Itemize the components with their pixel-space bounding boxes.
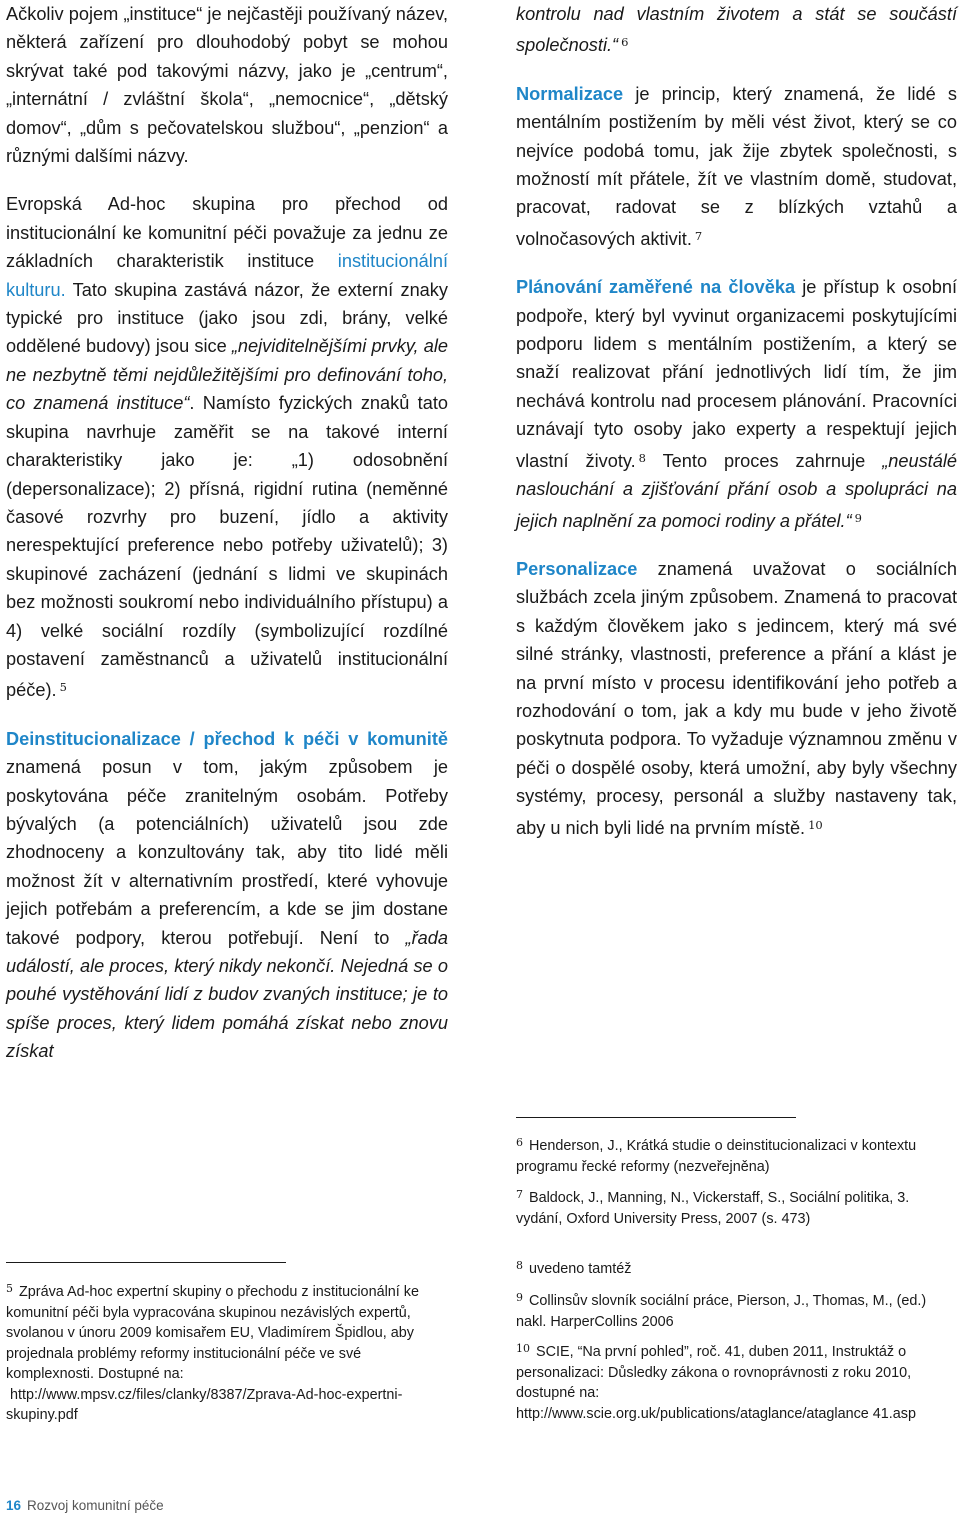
- term-person-centred-planning: Plánování zaměřené na: [516, 277, 722, 298]
- quote: kontrolu nad vlastním životem a stát se součástí společnosti.“: [516, 4, 957, 56]
- footnote-number: 6: [516, 1136, 523, 1149]
- text: Evropská Ad-hoc skupina pro přechod od institucionální ke komunitní péči považuje za jednu ze základních charakteristik instituce: [6, 194, 448, 272]
- footnote-number: 8: [516, 1259, 523, 1272]
- term-deinstitutionalization: Deinstitucionalizace / přechod k péči v komunitě: [6, 728, 448, 749]
- footnote-ref-6: 6: [621, 35, 629, 50]
- quote: „řada událostí, ale proces, který nikdy nekončí. Nejedná se o pouhé vystěhování lidí z budov zvaných instituce; je to spíše proces, který lidem pomáhá získat nebo znovu získat: [6, 927, 448, 1062]
- footnote-6: [516, 1133, 936, 1177]
- footnote-ref-7: 7: [694, 228, 703, 243]
- quote: „nejviditelnějšími prvky, ale ne nezbytně těmi nejdůležitějšími pro definování toho, co znamená instituce“: [6, 336, 449, 414]
- text: je přístup k osobní podpoře, který byl vyvinut organizacemi poskytujícími podporu lidem s mentálním postižením, a který se snaží realizovat přání jednotlivých lidí tím, že jim nechává kontrolu nad procesem plánování. Pracovníci uznávají tyto osoby jako experty a respektují jejich vlastní životy.: [516, 277, 957, 471]
- footnote-url[interactable]: http://www.mpsv.cz/files/clanky/8387/Zprava-Ad-hoc-expertni-skupiny.pdf: [6, 1386, 403, 1423]
- left-column: [6, 0, 448, 1066]
- footnote-10: [516, 1339, 936, 1424]
- term-normalization: Normalizace: [516, 83, 624, 104]
- term-institutional-culture: institucionální kulturu.: [6, 251, 448, 300]
- text: Tato skupina zastává názor, že externí znaky typické pro instituce (jako jsou zdi, brány, velké oddělené budovy) jsou sice: [6, 279, 448, 357]
- term-person-centred-planning-b: člověka: [728, 277, 796, 298]
- footnote-7: [516, 1185, 936, 1229]
- footnote-number: 7: [516, 1188, 523, 1201]
- footnote-number: 10: [516, 1342, 530, 1355]
- paragraph-personalization: [516, 555, 957, 842]
- paragraph-institutional-culture: [6, 190, 448, 704]
- quote: „neustálé naslouchání a zjišťování přání osob a spolupráci na jejich naplnění za pomoci rodiny a přátel.“: [516, 450, 958, 531]
- footnote-ref-9: 9: [854, 510, 862, 525]
- paragraph-deinstitutionalization: [6, 725, 448, 1066]
- footnote-text: Zpráva Ad-hoc expertní skupiny o přechodu z institucionální ke komunitní péči byla vypracována skupinou nezávislých expertů, svolanou v únoru 2009 komisařem EU, Vladimírem Špidlou, aby projednala problémy reformy institucionální péče ve své komplexnosti. Dostupné na:: [6, 1284, 419, 1382]
- text: . Namísto fyzických znaků tato skupina navrhuje zaměřit se na takové interní charakteristiky jako je: „1) odosobnění (depersonalizace); 2) přísná, rigidní rutina (neměnné časové rozvrhy pro buzení, jídlo a aktivity nerespektující preference nebo potřeby uživatelů); 3) skupinové zacházení (jednání s lidmi ve skupinách bez možnosti soukromí nebo individuálního přístupu) a 4) velké sociální rozdíly (symbolizující rozdílné postavení zaměstnanců a uživatelů institucionální péče).: [6, 393, 448, 701]
- footnote-ref-5: 5: [59, 680, 67, 695]
- footnote-number: 9: [516, 1291, 523, 1304]
- text: je princip, který znamená, že lidé s mentálním postižením by měli vést život, který se co nejvíce podobá tomu, jak žije zbytek společnosti, s možností mít přátele, žít ve vlastním domě, studovat, pracovat, radovat se z blízkých vztahů a volnočasových aktivit.: [516, 83, 957, 249]
- paragraph-quote-continuation: [516, 0, 957, 60]
- footnote-8: [516, 1256, 936, 1280]
- term-personalization: Personalizace: [516, 558, 638, 579]
- footnote-ref-8: 8: [638, 450, 646, 465]
- footnote-text: Henderson, J., Krátká studie o deinstitucionalizaci v kontextu programu řecké reformy (nezveřejněna): [516, 1138, 917, 1175]
- footnote-text: SCIE, “Na první pohled”, roč. 41, duben 2011, Instruktáž o personalizaci: Důsledky zákona o rovnoprávnosti z roku 2010, dostupné na: http://www.scie.org.uk/publications/ataglance/ataglance 41.asp: [516, 1344, 916, 1422]
- footnote-rule-right: [516, 1117, 796, 1118]
- footnote-5: [6, 1279, 434, 1426]
- footnote-text: Baldock, J., Manning, N., Vickerstaff, S., Sociální politika, 3. vydání, Oxford University Press, 2007 (s. 473): [516, 1190, 910, 1227]
- paragraph-normalization: [516, 80, 957, 253]
- publication-title: Rozvoj komunitní péče: [27, 1498, 164, 1513]
- footnote-text: Collinsův slovník sociální práce, Pierson, J., Thomas, M., (ed.) nakl. HarperCollins 2006: [516, 1293, 927, 1330]
- footnote-9: [516, 1288, 946, 1332]
- footnote-text: uvedeno tamtéž: [529, 1261, 632, 1277]
- text: Tento proces zahrnuje: [662, 450, 866, 471]
- right-column: [516, 0, 957, 842]
- text: znamená posun v tom, jakým způsobem je poskytována péče zranitelným osobám. Potřeby bývalých (a potenciálních) uživatelů jsou zde zhodnoceny a konzultovány tak, aby tito lidé měli možnost žít v alternativním prostředí, které vyhovuje jejich potřebám a preferencím, a kde se jim dostane takové podpory, kterou potřebují. Není to: [6, 757, 448, 948]
- footnote-number: 5: [6, 1282, 13, 1295]
- paragraph-institution-names: Ačkoliv pojem „instituce“ je nejčastěji používaný název, některá zařízení pro dlouhodobý pobyt se mohou skrývat také pod takovými názvy, jako je „centrum“, „internátní / zvláštní škola“, „nemocnice“, „dětský domov“, „dům s pečovatelskou službou“, „penzion“ a různými dalšími názvy.: [6, 4, 448, 167]
- text: znamená uvažovat o sociálních službách zcela jiným způsobem. Znamená to pracovat s každým člověkem jako s jedincem, který má své silné stránky, vlastnosti, preference a přání a klást je na první místo v procesu identifikování jeho potřeb a rozhodování o tom, jak a kdy mu bude v jeho životě poskytnuta podpora. To vyžaduje významnou změnu v péči o dospělé osoby, která umožní, aby byly všechny systémy, procesy, personál a služby nastaveny tak, aby u nich byli lidé na prvním místě.: [516, 558, 957, 838]
- page-number: 16: [6, 1498, 22, 1513]
- footnote-rule-left: [6, 1262, 286, 1263]
- footnote-ref-10: 10: [808, 817, 823, 832]
- paragraph-person-centred-planning: [516, 273, 957, 535]
- page-footer: [6, 1498, 164, 1513]
